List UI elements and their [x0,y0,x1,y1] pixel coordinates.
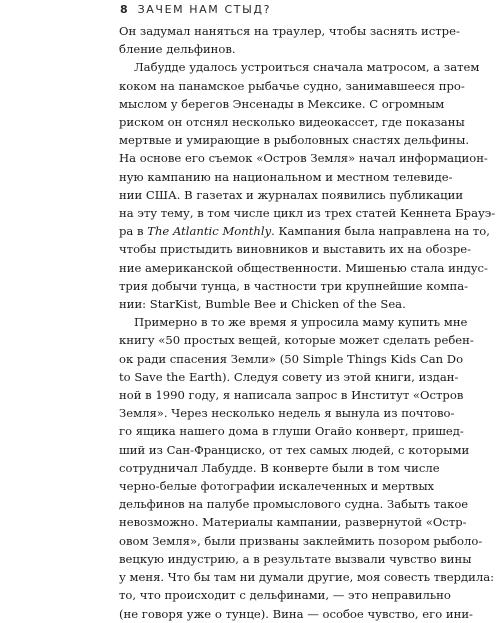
text-line: то, что происходит с дельфинами, — это неправильно [119,588,451,603]
text-line: to Save the Earth). Следуя совету из этой книги, издан- [119,369,459,384]
text-line: ние американской общественности. Мишенью стала индус- [119,260,488,275]
text-line: вецкую индустрию, а в результате вызвали чувство вины [119,551,472,566]
text-line: Земля». Через несколько недель я вынула из почтово- [119,406,455,421]
running-head [120,3,271,16]
text-line: бление дельфинов. [119,42,236,57]
text-line: невозможно. Материалы кампании, развернутой «Остр- [119,515,467,530]
chapter-title: ЗАЧЕМ НАМ СТЫД? [137,3,272,16]
text-line: Он задумал наняться на траулер, чтобы заснять истре- [119,24,460,38]
text-line: трия добычи тунца, в частности три крупнейшие компа- [119,278,469,293]
text-line: сотрудничал Лабудде. В конверте были в том числе [119,460,440,475]
magazine-title: The Atlantic Monthly [147,224,272,239]
paragraph [119,58,496,313]
text-line: ший из Сан-Франциско, от тех самых людей, с которыми [119,442,470,457]
text-line [119,222,490,240]
paragraph [119,313,495,622]
text-line: ной в 1990 году, я написала запрос в Институт «Остров [119,388,464,403]
text-line: нии: StarKist, Bumble Bee и Chicken of the Sea. [119,297,406,312]
text-line: На основе его съемок «Остров Земля» начал информацион- [119,151,488,166]
text-line: книгу «50 простых вещей, которые может сделать ребен- [119,333,474,348]
text-segment: ра в [119,224,148,239]
page-number: 8 [120,3,128,16]
text-line: ок ради спасения Земли» (50 Simple Things Kids Can Do [119,351,464,366]
text-line: го ящика нашего дома в глуши Огайо конверт, пришед- [119,424,464,439]
text-line: мыслом у берегов Энсенады в Мексике. С огромным [119,96,445,111]
text-line: дельфинов на палубе промыслового судна. Забыть такое [119,497,469,512]
text-line: мертвые и умирающие в рыболовных снастях дельфины. [119,133,470,148]
text-line: Лабудде удалось устроиться сначала матросом, а затем [134,60,480,75]
text-line: черно-белые фотографии искалеченных и мертвых [119,479,435,494]
text-line: коком на панамское рыбачье судно, занимавшееся про- [119,78,465,93]
text-segment: . Кампания была направлена на то, [271,224,490,239]
paragraph [119,22,460,58]
text-line: риском он отснял несколько видеокассет, где показаны [119,115,465,130]
text-line: Примерно в то же время я упросила маму купить мне [134,315,468,330]
text-line: (не говоря уже о тунце). Вина — особое чувство, его ини- [119,606,473,621]
text-line: нии США. В газетах и журналах появились публикации [119,187,464,202]
text-line: на эту тему, в том числе цикл из трех статей Кеннета Брауэ- [119,206,496,221]
text-line: овом Земля», были призваны заклеймить позором рыболо- [119,533,483,548]
body-text [119,22,496,623]
text-line: у меня. Что бы там ни думали другие, моя совесть твердила: [119,570,495,585]
text-line: ную кампанию на национальном и местном телевиде- [119,169,453,184]
text-line: чтобы пристыдить виновников и выставить их на обозре- [119,242,472,257]
